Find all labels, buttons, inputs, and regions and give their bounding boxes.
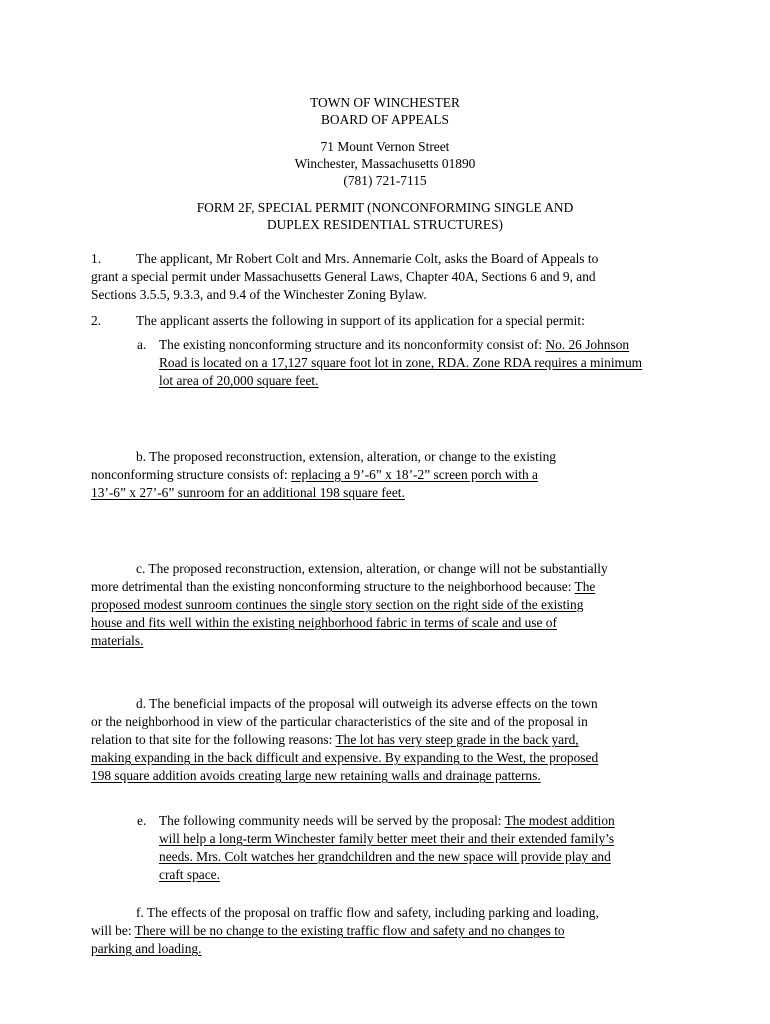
item-answer: parking and loading. — [91, 941, 202, 956]
item-question: The following community needs will be served by the proposal: — [159, 813, 505, 828]
paragraph-2 — [91, 312, 681, 330]
item-question: b. The proposed reconstruction, extension, alteration, or change to the existing — [136, 449, 556, 464]
item-question: The existing nonconforming structure and its nonconformity consist of: — [159, 337, 546, 352]
item-answer: craft space. — [159, 867, 220, 882]
item-question: will be: — [91, 923, 135, 938]
paragraph-text: Sections 3.5.5, 9.3.3, and 9.4 of the Winchester Zoning Bylaw. — [91, 287, 427, 302]
street-address: 71 Mount Vernon Street — [320, 139, 450, 154]
item-question: d. The beneficial impacts of the proposal will outweigh its adverse effects on the town — [136, 696, 598, 711]
paragraph-text: grant a special permit under Massachusetts General Laws, Chapter 40A, Sections 6 and 9, and — [91, 269, 596, 284]
item-answer: The modest addition — [504, 813, 615, 828]
item-letter: a. — [137, 337, 147, 352]
item-answer: replacing a 9’-6” x 18’-2” screen porch with a — [291, 467, 538, 482]
item-answer: needs. Mrs. Colt watches her grandchildren and the new space will provide play and — [159, 849, 611, 864]
paragraph-number: 1. — [91, 251, 102, 266]
item-letter: e. — [137, 813, 147, 828]
item-answer: proposed modest sunroom continues the single story section on the right side of the existing — [91, 597, 584, 612]
item-question: f. The effects of the proposal on traffic flow and safety, including parking and loading, — [136, 905, 599, 920]
item-answer: Road is located on a 17,127 square foot lot in zone, RDA. Zone RDA requires a minimum — [159, 355, 643, 370]
item-question: nonconforming structure consists of: — [91, 467, 292, 482]
form-title — [0, 199, 770, 233]
paragraph-1 — [91, 250, 681, 304]
item-answer: The — [574, 579, 596, 594]
item-question: more detrimental than the existing nonconforming structure to the neighborhood because: — [91, 579, 575, 594]
item-c — [91, 560, 681, 650]
item-question: or the neighborhood in view of the particular characteristics of the site and of the proposal in — [91, 714, 588, 729]
form-title-line-2: DUPLEX RESIDENTIAL STRUCTURES) — [266, 217, 504, 232]
item-answer: materials. — [91, 633, 144, 648]
item-a — [137, 336, 689, 390]
item-answer: making expanding in the back difficult and expensive. By expanding to the West, the proposed — [91, 750, 599, 765]
item-answer: There will be no change to the existing traffic flow and safety and no changes to — [134, 923, 565, 938]
item-answer: house and fits well within the existing neighborhood fabric in terms of scale and use of — [91, 615, 557, 630]
city-state-zip: Winchester, Massachusetts 01890 — [294, 156, 476, 171]
form-title-line-1: FORM 2F, SPECIAL PERMIT (NONCONFORMING SINGLE AND — [196, 200, 574, 215]
board-header — [0, 94, 770, 128]
town-name: TOWN OF WINCHESTER — [310, 95, 460, 110]
board-name: BOARD OF APPEALS — [321, 112, 449, 127]
item-answer: The lot has very steep grade in the back yard, — [335, 732, 579, 747]
item-d — [91, 695, 681, 785]
paragraph-number: 2. — [91, 313, 102, 328]
item-answer: 198 square addition avoids creating large new retaining walls and drainage patterns. — [91, 768, 541, 783]
paragraph-text: The applicant asserts the following in support of its application for a special permit: — [136, 313, 585, 328]
item-b — [91, 448, 681, 502]
item-question: c. The proposed reconstruction, extension, alteration, or change will not be substantially — [136, 561, 608, 576]
item-e — [137, 812, 689, 884]
paragraph-text: The applicant, Mr Robert Colt and Mrs. Annemarie Colt, asks the Board of Appeals to — [136, 251, 599, 266]
item-f — [91, 904, 681, 958]
item-answer: lot area of 20,000 square feet. — [159, 373, 319, 388]
item-question: relation to that site for the following reasons: — [91, 732, 336, 747]
address-block — [0, 138, 770, 189]
item-answer: will help a long-term Winchester family better meet their and their extended family’s — [159, 831, 615, 846]
phone-number: (781) 721-7115 — [343, 173, 427, 188]
item-answer: 13’-6” x 27’-6” sunroom for an additional 198 square feet. — [91, 485, 405, 500]
item-answer: No. 26 Johnson — [545, 337, 630, 352]
